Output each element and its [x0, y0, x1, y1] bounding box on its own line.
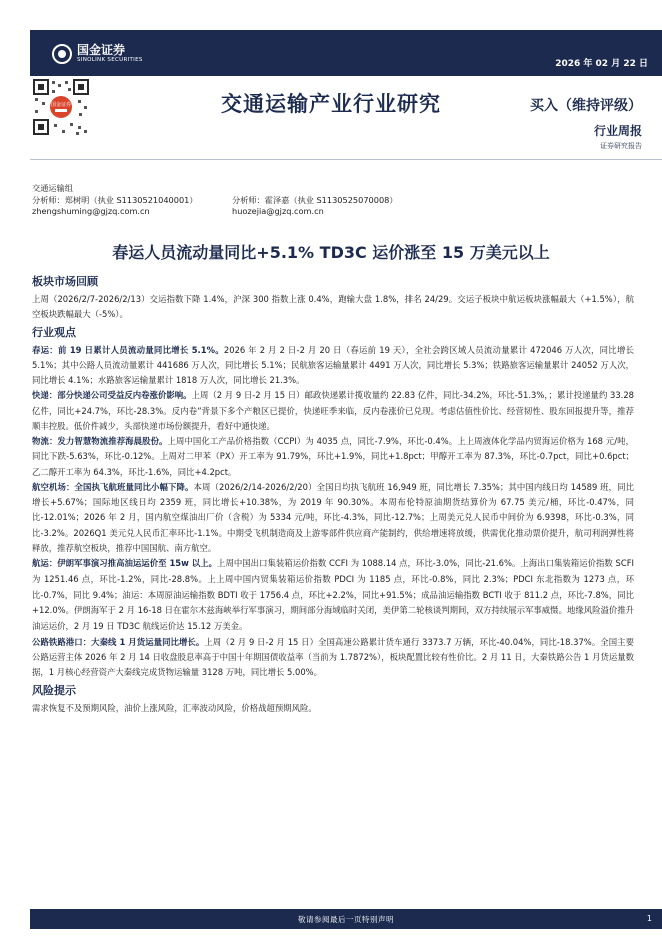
text-shipping: 上周中国出口集装箱运价指数 CCFI 为 1088.14 点，环比-3.0%，同比-21.6%。上海出口集装箱运价指数 SCFI 为 1251.46 点，环比-1.2%，同比-28.8%。上上周中国内贸集装箱运价指数 PDCI 为 1185 点，环比-0.8%，同比 2.3%；PDCI 东北指数为 1273 点，环比-0.7%，同比 9.4%；油运：本周原油运输指数 BDTI 收于 1756.4 点，环比+2.2%，同比+91.5%；成品油运输指数 BCTI 收于 811.2 点，环比-7.8%，同比+12.0%。伊朗海军于 2 月 16-18 日在霍尔木兹海峡举行军事演习，期间部分海域临时关闭，美伊第二轮核谈判期间，双方持续展示军事威慑。地缘风险溢价推升油运运价，2 月 19 日 TD3C 航线运价达 15.12 万美金。: [32, 558, 634, 631]
report-body: [32, 272, 634, 716]
text-express: 上周（2 月 9 日-2 月 15 日）邮政快递累计揽收量约 22.83 亿件，同比-34.2%，环比-51.3%，；累计投递量约 33.28 亿件，同比+24.7%，环比-28.3%。反内卷”背景下多个产粮区已提价，快递旺季来临，反内卷涨价已兑现。考虑估值性价比、经营韧性、股东回报提升等，推荐顺丰控股。低价件减少，头部快递市场份额提升，看好中通快递。: [32, 390, 635, 431]
report-subtype: 证券研究报告: [600, 142, 642, 150]
lead-logistics: 物流：发力智慧物流推荐海晨股份。: [32, 436, 168, 446]
paragraph-chunyun: [32, 343, 634, 389]
market-review-text: 上周（2026/2/7-2026/2/13）交运指数下降 1.4%，沪深 300 指数上涨 0.4%，跑输大盘 1.8%，排名 24/29。交运子板块中航运板块涨幅最大（+1.5%），航空板块跌幅最大（-5%）。: [32, 294, 634, 320]
risk-text: 需求恢复不及预期风险，油价上涨风险，汇率波动风险，价格战超预期风险。: [32, 702, 317, 713]
section-title-risk: 风险提示: [32, 683, 76, 697]
analyst-2: 分析师：霍泽嘉（执业 S1130525070008）: [232, 194, 398, 205]
logo-name-cn: 国金证券: [77, 43, 126, 57]
analyst-group: 交通运输组: [32, 183, 73, 193]
disclaimer-link[interactable]: 敬请参阅最后一页特别声明: [298, 915, 394, 924]
lead-road-rail-port: 公路铁路港口：大秦线 1 月货运量同比增长。: [32, 636, 205, 647]
report-header: [0, 0, 662, 176]
page-number: 1: [646, 914, 652, 923]
paragraph-shipping: [32, 556, 634, 635]
header-divider: [30, 159, 662, 160]
logo-name-en: SINOLINK SECURITIES: [77, 57, 143, 63]
text-aviation: 本周（2026/2/14-2026/2/20）全国日均执飞航班 16,949 班，同比增长 7.35%；其中国内线日均 14589 班，同比增长+5.67%；国际地区线日均 2359 班，同比增长+10.38%，为 2019 年 90.30%。本周布伦特原油期货结算价为 67.75 美元/桶，环比-0.47%，同比-12.01%；2026 年 2 月，国内航空煤油出厂价（含税）为 5334 元/吨，环比-4.3%，同比-12.7%；上周美元兑人民币中间价为 6.9398，环比-0.3%，同比-3.2%。2026Q1 美元兑人民币汇率环比-1.1%。中期受飞机制造商及上游零部件供应商产能制约，供给增速将放缓，供需优化推动票价提升，航司利润弹性将释放，推荐航空板块，推荐中国国航、南方航空。: [32, 481, 634, 553]
analyst-2-email[interactable]: huozejia@gjzq.com.cn: [232, 206, 324, 216]
analyst-1-email[interactable]: zhengshuming@gjzq.com.cn: [32, 206, 150, 216]
section-title-view: 行业观点: [32, 325, 76, 339]
paragraph-express: [32, 388, 634, 434]
sinolink-logo: [52, 44, 143, 64]
lead-chunyun: 春运：前 19 日累计人员流动量同比增长 5.1%。: [32, 344, 224, 355]
text-logistics: 上周中国化工产品价格指数（CCPI）为 4035 点，同比-7.9%，环比-0.4%。上上周液体化学品内贸海运价格为 168 元/吨，同比下跌-5.63%，环比-0.12%。上周对二甲苯（PX）开工率为 91.79%，环比+1.9%，同比+1.8pct；甲醇开工率为 87.3%，环比-0.7pct，同比+0.6pct；乙二醇开工率为 64.3%，环比-1.6%，同比+4.2pct。: [32, 436, 634, 477]
analyst-block: [32, 183, 398, 218]
lead-shipping: 航运：伊朗军事演习推高油运运价至 15w 以上。: [32, 558, 218, 568]
rating-label: 买入（维持评级）: [530, 98, 642, 114]
lead-express: 快递：部分快递公司受益反内卷涨价影响。: [32, 390, 192, 401]
report-headline: 春运人员流动量同比+5.1% TD3C 运价涨至 15 万美元以上: [112, 243, 550, 262]
text-chunyun: 2026 年 2 月 2 日-2 月 20 日（春运前 19 天），全社会跨区域人员流动量累计 472046 万人次，同比增长 5.1%；其中公路人员流动量累计 441686 万人次，同比增长 5.1%；民航旅客运输量累计 4491 万人次，同比增长 5.3%；铁路旅客运输量累计 24052 万人次，同比增长 4.1%；水路旅客运输量累计 1818 万人次，同比增长 21.3%。: [32, 344, 634, 385]
page-footer: [30, 909, 662, 929]
logo-mark-icon: [52, 44, 72, 64]
qr-badge-label: 国金证券: [50, 102, 72, 108]
report-title: 交通运输产业行业研究: [221, 92, 441, 116]
report-type: 行业周报: [593, 124, 642, 138]
report-date: 2026 年 02 月 22 日: [555, 59, 648, 69]
paragraph-logistics: [32, 434, 634, 480]
lead-aviation: 航空机场：全国执飞航班量同比小幅下降。: [32, 481, 194, 492]
paragraph-road-rail-port: [32, 635, 634, 681]
analyst-1: 分析师：郑树明（执业 S1130521040001）: [32, 194, 198, 205]
paragraph-aviation: [32, 480, 634, 556]
section-title-market: 板块市场回顾: [32, 275, 98, 288]
text-road-rail-port: 上周（2 月 9 日-2 月 15 日）全国高速公路累计货车通行 3373.7 万辆，环比-40.04%，同比-18.37%。全国主要公路运营主体 2026 年 2 月 14 日收盘股息率高于中国十年期国债收益率（当前为 1.7872%），板块配置比较有性价比。2 月 11 日，大秦铁路公告 1 月货运量数据，1 月核心经营资产大秦线完成货物运输量 3128 万吨，同比增长 5.00%。: [32, 636, 634, 678]
